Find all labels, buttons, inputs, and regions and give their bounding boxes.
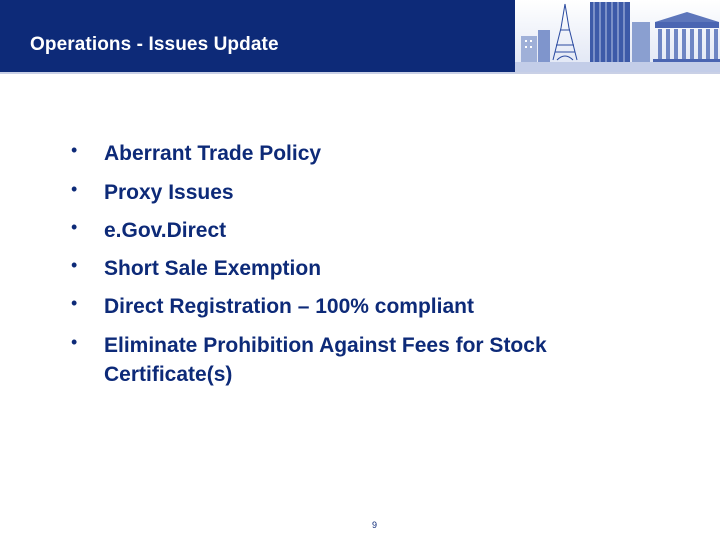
bullet-marker: • (71, 293, 78, 313)
bullet-text: Proxy Issues (104, 181, 234, 204)
bullet-text: e.Gov.Direct (104, 219, 227, 242)
bullet-text: Eliminate Prohibition Against Fees for Stock Certificate(s) (104, 334, 547, 386)
bullet-text: Short Sale Exemption (104, 257, 322, 280)
bullet-marker: • (71, 255, 78, 275)
bullet-text: Direct Registration – 100% compliant (104, 295, 474, 318)
bullet-marker: • (71, 332, 78, 352)
bullet-marker: • (71, 179, 78, 199)
bullet-text: Aberrant Trade Policy (104, 142, 322, 165)
bullet-marker: • (71, 140, 78, 160)
bullet-marker: • (71, 217, 78, 237)
slide-title: Operations - Issues Update (30, 34, 279, 55)
page-number: 9 (372, 520, 378, 530)
